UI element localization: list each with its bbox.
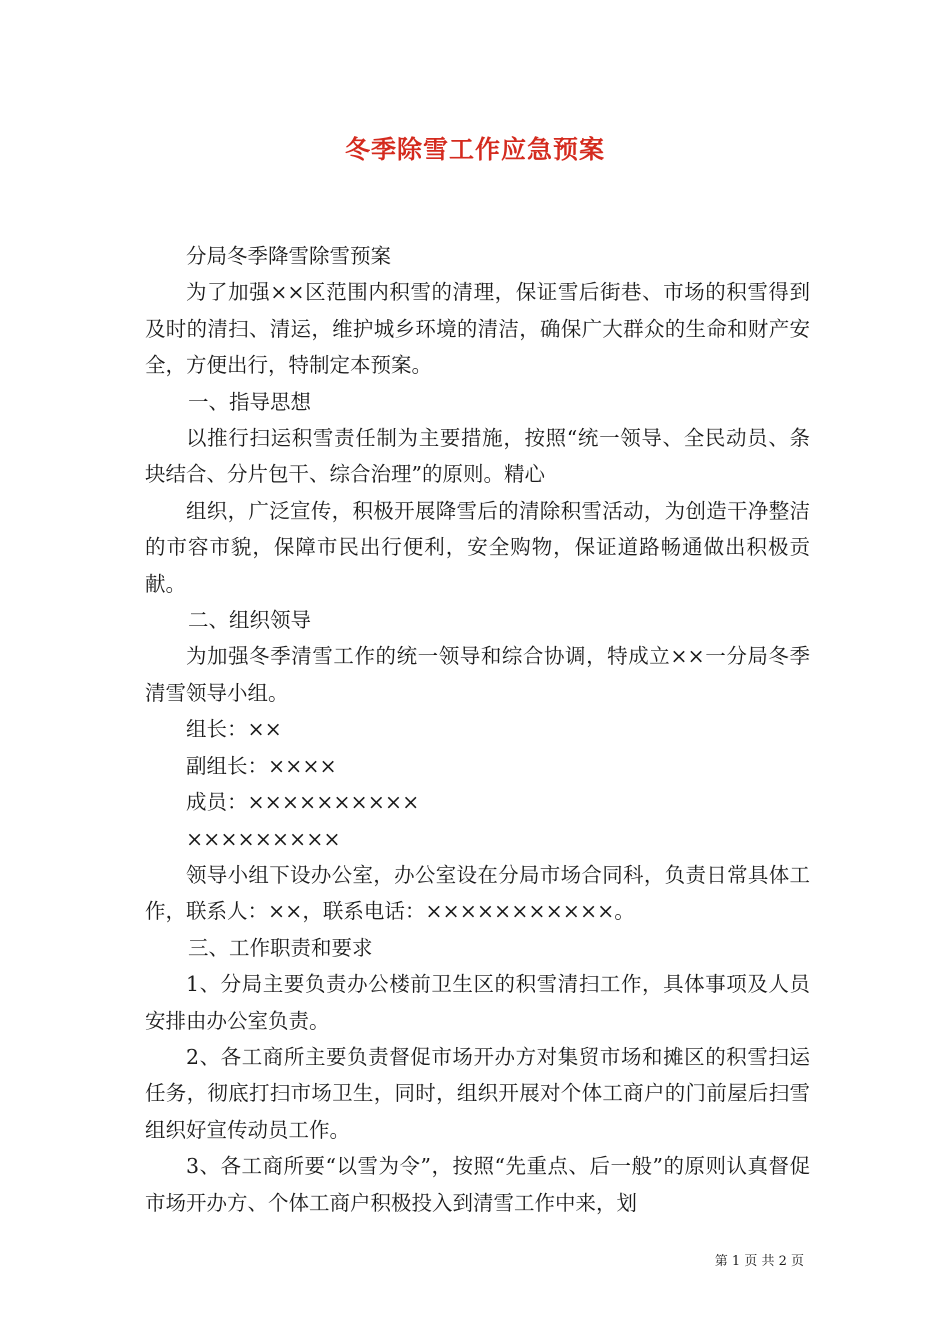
document-body (145, 238, 810, 1221)
paragraph-guiding-1: 以推行扫运积雪责任制为主要措施，按照“统一领导、全民动员、条块结合、分片包干、综合治理”的原则。精心 (145, 426, 810, 487)
page-number: 第 1 页 共 2 页 (714, 1254, 804, 1269)
section-heading-organization: 二、组织领导 (188, 608, 312, 633)
paragraph-office: 领导小组下设办公室，办公室设在分局市场合同科，负责日常具体工作，联系人：××，联系电话：×××××××××××。 (145, 862, 810, 924)
document-title: 冬季除雪工作应急预案 (344, 135, 605, 164)
duty-item-1: 1、分局主要负责办公楼前卫生区的积雪清扫工作，具体事项及人员安排由办公室负责。 (145, 972, 810, 1033)
duty-item-3: 3、各工商所要“以雪为令”，按照“先重点、后一般”的原则认真督促市场开办方、个体工商户积极投入到清雪工作中来，划 (145, 1154, 810, 1215)
members-line-2: ××××××××× (186, 826, 341, 851)
section-heading-guiding: 一、指导思想 (188, 389, 312, 414)
deputy-leader-line: 副组长：×××× (186, 753, 337, 778)
members-line: 成员：×××××××××× (186, 790, 420, 815)
leader-line: 组长：×× (186, 717, 282, 742)
paragraph-organization: 为加强冬季清雪工作的统一领导和综合协调，特成立××一分局冬季清雪领导小组。 (145, 644, 810, 705)
paragraph-heading-plan: 分局冬季降雪除雪预案 (186, 244, 391, 268)
paragraph-intro: 为了加强××区范围内积雪的清理，保证雪后街巷、市场的积雪得到及时的清扫、清运，维护城乡环境的清洁，确保广大群众的生命和财产安全，方便出行，特制定本预案。 (145, 280, 810, 378)
duty-item-2: 2、各工商所主要负责督促市场开办方对集贸市场和摊区的积雪扫运任务，彻底打扫市场卫生，同时，组织开展对个体工商户的门前屋后扫雪组织好宣传动员工作。 (145, 1044, 810, 1142)
paragraph-guiding-2: 组织，广泛宣传，积极开展降雪后的清除积雪活动，为创造干净整洁的市容市貌，保障市民出行便利，安全购物，保证道路畅通做出积极贡献。 (145, 498, 810, 596)
section-heading-duties: 三、工作职责和要求 (188, 935, 373, 960)
